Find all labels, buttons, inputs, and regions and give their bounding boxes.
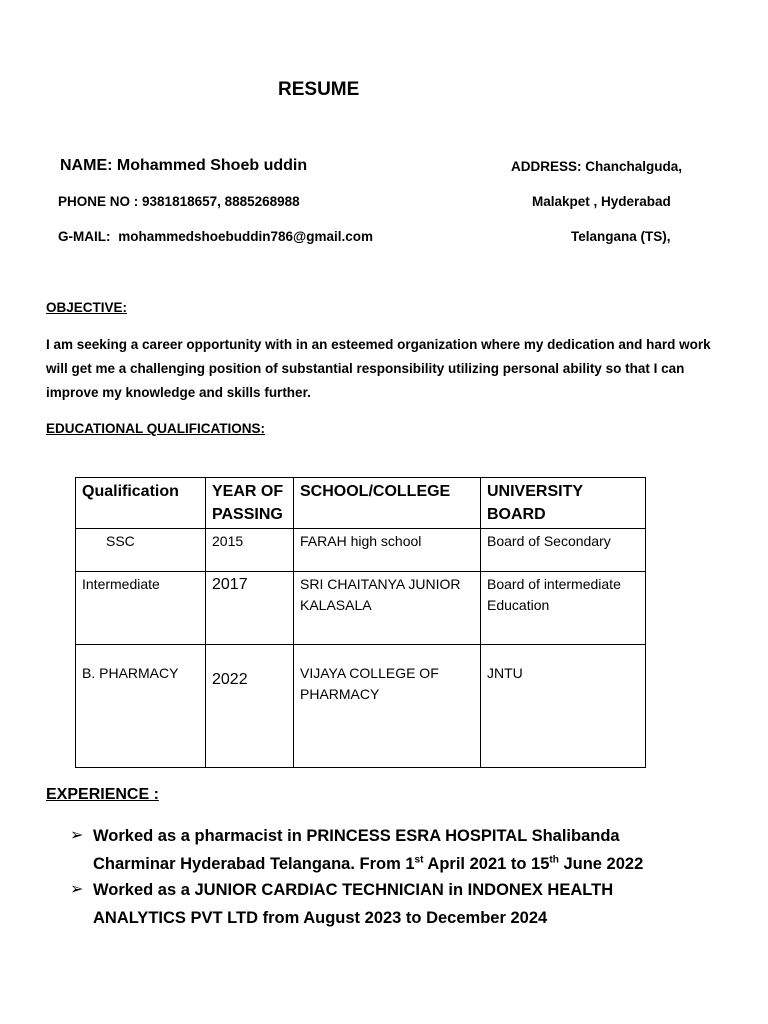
- experience-text: April 2021 to 15: [423, 855, 550, 873]
- table-header-row: [76, 478, 646, 529]
- experience-item: [70, 822, 733, 878]
- name-label: NAME:: [60, 157, 113, 174]
- arrow-bullet-icon: ➢: [70, 881, 84, 898]
- table-row: [76, 645, 646, 768]
- cell-board: Board of intermediate Education: [481, 572, 646, 645]
- address-line-2: Malakpet , Hyderabad: [532, 194, 671, 209]
- gmail-label: G-MAIL:: [58, 229, 111, 244]
- experience-line: Worked as a pharmacist in PRINCESS ESRA HOSPITAL Shalibanda: [93, 827, 620, 845]
- name-value: Mohammed Shoeb uddin: [116, 157, 308, 174]
- header-qualification: Qualification: [76, 478, 206, 529]
- address-line-3: Telangana (TS),: [571, 229, 671, 244]
- experience-text: Charminar Hyderabad Telangana. From 1: [93, 855, 415, 873]
- objective-heading: OBJECTIVE:: [46, 300, 128, 315]
- cell-year: 2017: [206, 572, 294, 645]
- education-table: [75, 477, 646, 768]
- arrow-bullet-icon: ➢: [70, 827, 84, 844]
- superscript: th: [549, 854, 559, 866]
- header-board: UNIVERSITY BOARD: [481, 478, 646, 529]
- cell-board: JNTU: [481, 645, 646, 768]
- education-heading: EDUCATIONAL QUALIFICATIONS:: [46, 421, 265, 436]
- cell-school: SRI CHAITANYA JUNIOR KALASALA: [294, 572, 481, 645]
- address-label: ADDRESS:: [511, 159, 582, 174]
- gmail-value: mohammedshoebuddin786@gmail.com: [118, 229, 373, 244]
- page-title: RESUME: [278, 79, 360, 100]
- header-school: SCHOOL/COLLEGE: [294, 478, 481, 529]
- table-row: [76, 529, 646, 572]
- address-value-1: Chanchalguda,: [585, 159, 683, 174]
- experience-text: June 2022: [558, 855, 644, 873]
- cell-board: Board of Secondary: [481, 529, 646, 572]
- phone-line: [58, 194, 300, 209]
- cell-qualification: Intermediate: [76, 572, 206, 645]
- cell-qualification: B. PHARMACY: [76, 645, 206, 768]
- experience-heading: EXPERIENCE :: [46, 786, 159, 803]
- experience-line: Worked as a JUNIOR CARDIAC TECHNICIAN in INDONEX HEALTH: [93, 881, 614, 899]
- header-year: YEAR OF PASSING: [206, 478, 294, 529]
- cell-year: 2022: [206, 645, 294, 768]
- objective-text: I am seeking a career opportunity with in an esteemed organization where my dedication and hard work will get me a challenging position of substantial responsibility utilizing personal ability so that I can improve my knowledge and skills further.: [46, 337, 711, 400]
- table-row: [76, 572, 646, 645]
- phone-value: 9381818657, 8885268988: [142, 194, 300, 209]
- cell-school: VIJAYA COLLEGE OF PHARMACY: [294, 645, 481, 768]
- experience-line: ANALYTICS PVT LTD from August 2023 to December 2024: [93, 909, 548, 927]
- gmail-line: [58, 229, 373, 244]
- cell-year: 2015: [206, 529, 294, 572]
- experience-item: [70, 876, 733, 932]
- cell-school: FARAH high school: [294, 529, 481, 572]
- superscript: st: [414, 854, 424, 866]
- cell-qualification: SSC: [76, 529, 206, 572]
- name-line: [60, 157, 307, 175]
- experience-line: [93, 850, 733, 878]
- phone-label: PHONE NO :: [58, 194, 139, 209]
- address-line-1: [511, 159, 682, 174]
